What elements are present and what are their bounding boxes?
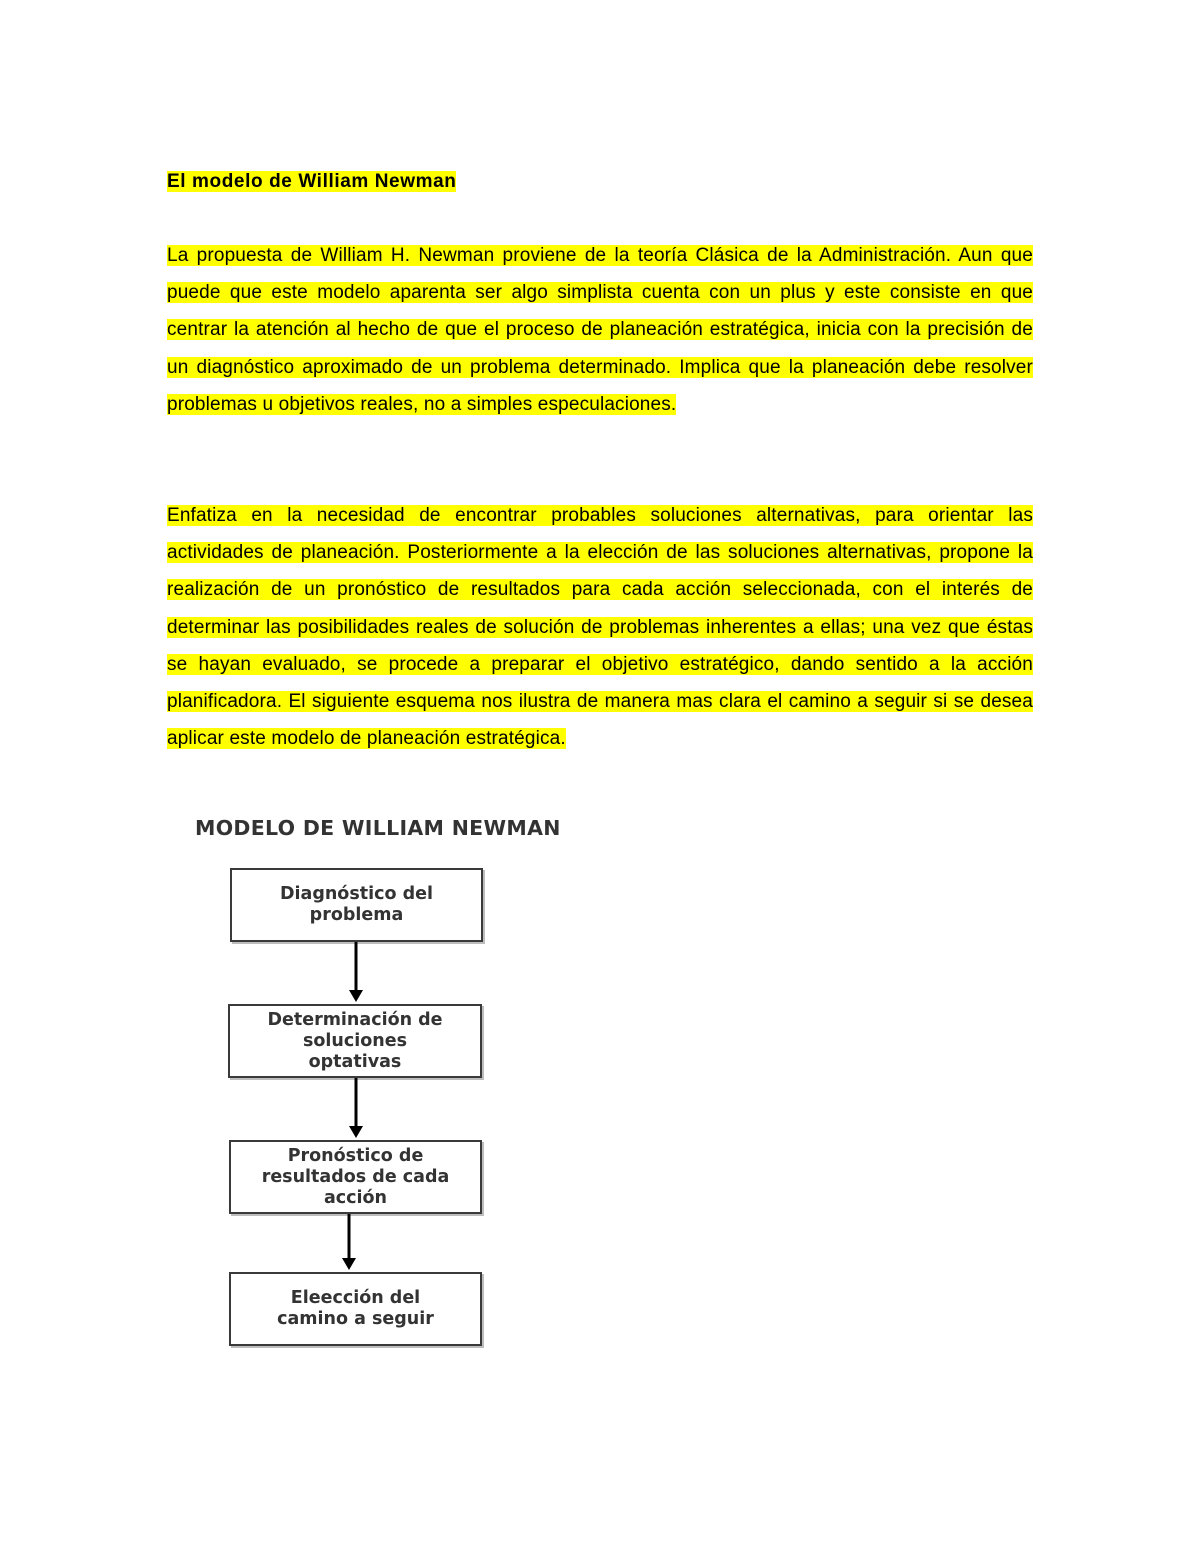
arrow-down-icon: [346, 1078, 366, 1140]
flowchart-step-forecast-label: Pronóstico de resultados de cada acción: [261, 1145, 450, 1208]
flowchart-step-diagnosis: [230, 868, 483, 942]
diagram-title: MODELO DE WILLIAM NEWMAN: [195, 816, 561, 840]
flowchart-step-diagnosis-label: Diagnóstico del problema: [279, 884, 433, 925]
paragraph-2-text: Enfatiza en la necesidad de encontrar probables soluciones alternativas, para orientar las actividades de planeación. Posteriormente a la elección de las soluciones alternativas, propone la realización de un pronóstico de resultados para cada acción seleccionada, con el interés de determinar las posibilidades reales de solución de problemas inherentes a ellas; una vez que éstas se hayan evaluado, se procede a preparar el objetivo estratégico, dando sentido a la acción planificadora. El siguiente esquema nos ilustra de manera mas clara el camino a seguir si se desea aplicar este modelo de planeación estratégica.: [167, 505, 1033, 750]
flowchart-step-forecast: [229, 1140, 482, 1214]
document-title-text: El modelo de William Newman: [167, 171, 457, 192]
flowchart-step-solutions: [228, 1004, 482, 1078]
paragraph-1-text: La propuesta de William H. Newman proviene de la teoría Clásica de la Administración. Aun que puede que este modelo aparenta ser algo simplista cuenta con un plus y este consiste en que centrar la atención al hecho de que el proceso de planeación estratégica, inicia con la precisión de un diagnóstico aproximado de un problema determinado. Implica que la planeación debe resolver problemas u objetivos reales, no a simples especulaciones.: [167, 245, 1033, 415]
arrow-down-icon: [346, 942, 366, 1004]
paragraph-2: [167, 497, 1033, 757]
flowchart-diagram: [180, 810, 680, 1370]
flowchart-step-path-label: Eleección del camino a seguir: [277, 1288, 434, 1329]
paragraph-1: [167, 237, 1033, 423]
document-title: [167, 170, 456, 194]
arrow-down-icon: [339, 1214, 359, 1272]
flowchart-step-path: [229, 1272, 482, 1346]
flowchart-step-solutions-label: Determinación de soluciones optativas: [267, 1009, 443, 1072]
